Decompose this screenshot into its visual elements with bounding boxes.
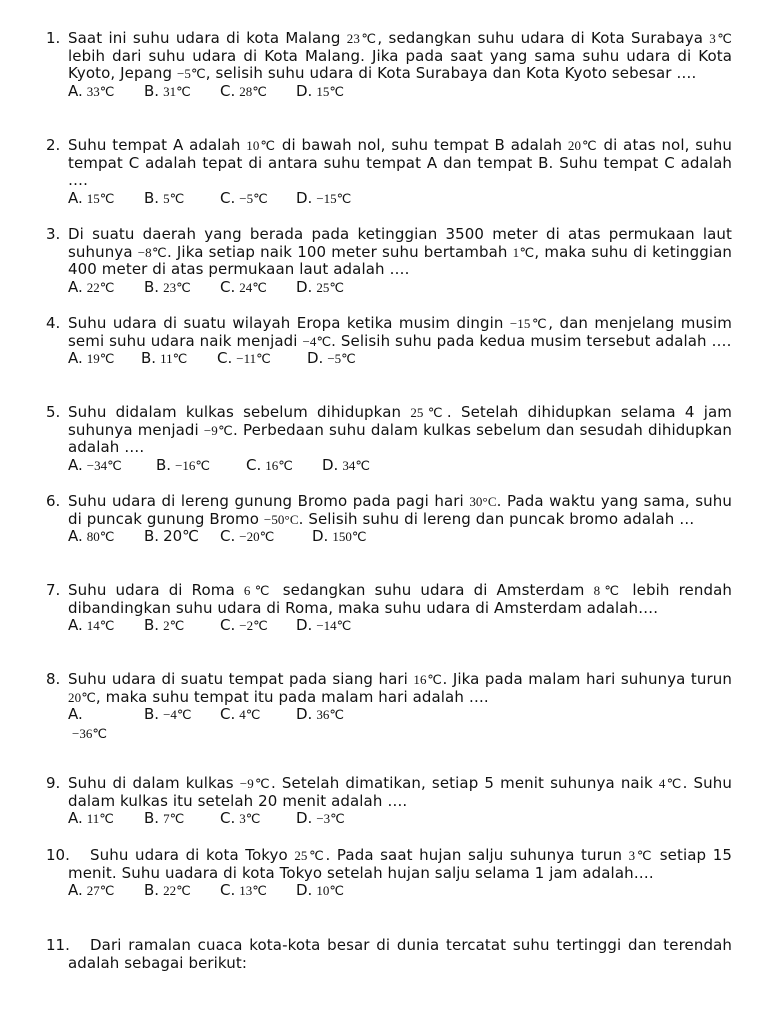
option-d	[312, 528, 388, 546]
option-value: 33℃	[86, 83, 115, 99]
option-label: A.	[68, 527, 83, 546]
option-value: −20℃	[239, 529, 275, 545]
option-value: −36℃	[72, 725, 107, 741]
option-label: C.	[220, 277, 236, 296]
option-value: 16℃	[265, 457, 293, 473]
temperature-value: 8℃	[593, 583, 624, 598]
option-value: 15℃	[316, 83, 344, 99]
question-stem	[68, 404, 732, 457]
answer-options	[68, 528, 732, 546]
question-stem	[68, 937, 732, 972]
answer-options	[68, 882, 732, 900]
option-label: D.	[296, 809, 313, 828]
question-stem	[68, 582, 732, 617]
question-stem	[68, 30, 732, 83]
temperature-value: −9℃	[203, 422, 234, 438]
option-value: 34℃	[342, 457, 370, 473]
temperature-value: 30°C	[469, 494, 497, 509]
option-label: C.	[220, 616, 236, 635]
option-label: B.	[144, 809, 160, 828]
option-value: 20℃	[163, 527, 199, 546]
temperature-value: 23℃	[346, 31, 378, 46]
stem-text: Saat ini suhu udara di kota Malang	[68, 29, 347, 47]
stem-text: . Pada waktu yang sama, suhu di puncak gunung Bromo	[68, 492, 732, 528]
option-label: D.	[322, 455, 339, 474]
stem-text: Suhu udara di suatu tempat pada siang hari	[68, 670, 414, 688]
option-label: C.	[220, 881, 236, 900]
option-label: A.	[68, 881, 83, 900]
option-a	[68, 457, 156, 475]
option-b	[144, 528, 220, 546]
stem-text: . Setelah dimatikan, setiap 5 menit suhunya naik	[270, 774, 659, 792]
temperature-value: 20℃	[68, 689, 96, 705]
stem-text: di atas nol, suhu tempat C adalah tepat di antara suhu tempat A dan tempat B. Suhu tempat C adalah ….	[68, 136, 732, 190]
option-b	[144, 882, 220, 900]
option-value: 22℃	[163, 883, 191, 899]
question-stem	[68, 137, 732, 190]
option-c	[220, 706, 296, 724]
option-a	[68, 706, 144, 724]
option-a	[68, 810, 144, 828]
stem-text: . Jika setiap naik 100 meter suhu bertambah	[166, 242, 513, 261]
stem-text: Suhu udara di Roma	[68, 581, 244, 599]
answer-options	[68, 457, 732, 475]
option-value: 19℃	[86, 351, 115, 367]
option-value: 150℃	[332, 529, 367, 545]
question-stem	[68, 315, 732, 350]
option-value: −4℃	[163, 707, 192, 723]
option-label: A.	[68, 277, 83, 296]
question-3	[46, 226, 732, 296]
option-d	[296, 190, 372, 208]
option-label: A.	[68, 188, 83, 207]
option-label: B.	[144, 188, 160, 207]
option-label: D.	[296, 277, 313, 296]
option-d	[296, 882, 372, 900]
temperature-value: 3℃	[628, 848, 654, 863]
temperature-value: −5℃	[176, 66, 206, 82]
option-a	[68, 882, 144, 900]
stem-text: . Perbedaan suhu dalam kulkas sebelum dan sesudah dihidupkan adalah ….	[68, 420, 733, 457]
stem-text: , sedangkan suhu udara di Kota Surabaya	[377, 29, 710, 47]
option-b	[141, 350, 217, 368]
option-value: 80℃	[86, 529, 115, 545]
option-value: 13℃	[239, 883, 267, 899]
option-c	[246, 457, 322, 475]
stem-text: , maka suhu di ketinggian 400 meter di atas permukaan laut adalah ….	[68, 242, 732, 279]
question-number: 3.	[46, 225, 61, 243]
stem-text: Di suatu daerah yang berada pada ketinggian 3500 meter di atas permukaan laut suhunya	[68, 225, 732, 261]
stem-text: . Suhu dalam kulkas itu setelah 20 menit adalah ….	[68, 774, 732, 810]
option-b	[144, 279, 220, 297]
stem-text: . Jika pada malam hari suhunya turun	[442, 670, 732, 688]
stem-text: . Selisih suhu pada kedua musim tersebut adalah ….	[331, 331, 732, 350]
option-b	[144, 190, 220, 208]
option-value: −5℃	[239, 190, 268, 206]
option-value: −15℃	[316, 190, 352, 206]
temperature-value: −50°C	[263, 511, 299, 527]
temperature-value: 20℃	[567, 138, 598, 153]
stem-text: Suhu udara di lereng gunung Bromo pada pagi hari	[68, 492, 470, 510]
option-label: C.	[220, 527, 236, 546]
option-value: 11℃	[160, 351, 188, 367]
option-value: 4℃	[239, 707, 261, 723]
question-number: 4.	[46, 314, 61, 332]
option-value: 36℃	[316, 707, 344, 723]
question-stem	[68, 847, 732, 882]
option-value: 23℃	[163, 279, 191, 295]
option-d	[307, 350, 383, 368]
option-label: C.	[220, 188, 236, 207]
option-d	[296, 279, 372, 297]
option-a	[68, 279, 144, 297]
option-value: 25℃	[316, 279, 344, 295]
option-label: B.	[144, 881, 160, 900]
question-7	[46, 582, 732, 635]
option-label: C.	[220, 81, 236, 100]
option-c	[220, 882, 296, 900]
option-value: −34℃	[86, 457, 122, 473]
option-label: A.	[68, 705, 83, 724]
option-a	[68, 190, 144, 208]
option-value: −16℃	[175, 457, 210, 473]
option-label: B.	[144, 705, 160, 724]
option-label: D.	[296, 705, 313, 724]
option-c	[220, 190, 296, 208]
option-value: 14℃	[86, 618, 115, 634]
option-label: B.	[144, 616, 160, 635]
stem-text: di bawah nol, suhu tempat B adalah	[276, 136, 568, 154]
stem-text: lebih dari suhu udara di Kota Malang. Jika pada saat yang sama suhu udara di Kota Kyoto, Jepang	[68, 46, 732, 83]
option-value: 24℃	[239, 279, 267, 295]
temperature-value: 1℃	[512, 244, 535, 260]
option-value: −2℃	[239, 618, 268, 634]
option-value: 7℃	[163, 811, 185, 827]
option-label: D.	[296, 188, 313, 207]
option-d	[296, 810, 372, 828]
stem-text: , selisih suhu udara di Kota Surabaya dan Kota Kyoto sebesar ….	[205, 64, 697, 83]
answer-options	[68, 350, 732, 368]
stem-text: sedangkan suhu udara di Amsterdam	[273, 581, 594, 599]
option-a	[68, 528, 144, 546]
option-label: D.	[307, 349, 324, 368]
option-value: 28℃	[239, 83, 267, 99]
temperature-value: 25℃	[410, 405, 447, 420]
temperature-value: 3℃	[709, 31, 732, 46]
option-label: A.	[68, 455, 83, 474]
option-d	[322, 457, 398, 475]
option-c	[220, 279, 296, 297]
option-value: −5℃	[327, 351, 356, 367]
option-label: B.	[141, 349, 157, 368]
option-b	[144, 706, 220, 724]
option-c	[220, 83, 296, 101]
stem-text: . Setelah dihidupkan selama 4 jam suhunya menjadi	[68, 403, 733, 439]
option-d	[296, 83, 372, 101]
answer-options	[68, 83, 732, 101]
question-number: 10.	[46, 846, 70, 864]
option-label: C.	[220, 809, 236, 828]
option-value: 3℃	[239, 811, 261, 827]
question-number: 6.	[46, 492, 61, 510]
temperature-value: 16℃	[413, 672, 443, 687]
option-label: D.	[296, 881, 313, 900]
stem-text: . Selisih suhu di lereng dan puncak bromo adalah …	[298, 509, 695, 528]
option-a	[68, 617, 144, 635]
question-6	[46, 493, 732, 546]
option-value: 22℃	[86, 279, 115, 295]
stem-text: Suhu udara di suatu wilayah Eropa ketika musim dingin	[68, 314, 510, 332]
option-b	[156, 457, 246, 475]
temperature-value: 4℃	[658, 776, 683, 791]
option-value: 11℃	[86, 811, 114, 827]
question-stem	[68, 493, 732, 528]
question-number: 1.	[46, 29, 61, 47]
option-value: 10℃	[316, 883, 344, 899]
question-number: 5.	[46, 403, 61, 421]
option-d	[296, 706, 372, 724]
question-4	[46, 315, 732, 368]
option-value: −3℃	[316, 811, 345, 827]
answer-options	[68, 706, 732, 724]
option-c	[220, 810, 296, 828]
option-label: B.	[144, 277, 160, 296]
option-label: A.	[68, 81, 83, 100]
option-value: 27℃	[86, 883, 115, 899]
option-label: D.	[296, 616, 313, 635]
answer-options	[68, 190, 732, 208]
option-a	[68, 83, 144, 101]
option-label: C.	[246, 455, 262, 474]
option-label: A.	[68, 349, 83, 368]
option-value: 31℃	[163, 83, 191, 99]
option-c	[217, 350, 307, 368]
temperature-value: 10℃	[246, 138, 277, 153]
stem-text: , dan menjelang musim semi suhu udara naik menjadi	[68, 314, 732, 350]
option-label: A.	[68, 616, 83, 635]
question-stem	[68, 671, 732, 706]
question-9	[46, 775, 732, 828]
option-label: C.	[217, 349, 233, 368]
answer-options	[68, 617, 732, 635]
question-11	[46, 937, 732, 972]
stem-text: , maka suhu tempat itu pada malam hari adalah ….	[95, 687, 489, 706]
option-value: 2℃	[163, 618, 185, 634]
stem-text: Suhu didalam kulkas sebelum dihidupkan	[68, 403, 411, 421]
option-label: B.	[144, 527, 160, 546]
option-d	[296, 617, 372, 635]
stem-text: Dari ramalan cuaca kota-kota besar di dunia tercatat suhu tertinggi dan terendah adalah sebagai berikut:	[68, 936, 732, 972]
stem-text: Suhu di dalam kulkas	[68, 774, 240, 792]
stem-text: setiap 15 menit. Suhu uadara di kota Tokyo setelah hujan salju selama 1 jam adalah….	[68, 846, 732, 882]
option-value: −11℃	[236, 351, 271, 367]
temperature-value: −8℃	[137, 244, 167, 260]
option-value: 5℃	[163, 190, 185, 206]
option-label: D.	[312, 527, 329, 546]
option-value: −14℃	[316, 618, 352, 634]
temperature-value: 6℃	[243, 583, 274, 598]
option-label: C.	[220, 705, 236, 724]
temperature-value: 25℃	[294, 848, 326, 863]
question-number: 2.	[46, 136, 61, 154]
question-5	[46, 404, 732, 474]
answer-options	[68, 810, 732, 828]
stem-text: lebih rendah dibandingkan suhu udara di Roma, maka suhu udara di Amsterdam adalah….	[68, 581, 732, 617]
option-a	[68, 350, 141, 368]
option-c	[220, 617, 296, 635]
option-b	[144, 810, 220, 828]
temperature-value: −15℃	[509, 316, 549, 331]
option-value: 15℃	[86, 190, 115, 206]
question-8	[46, 670, 732, 741]
temperature-value: −4℃	[302, 333, 332, 349]
stem-text: . Pada saat hujan salju suhunya turun	[325, 846, 629, 864]
question-10	[46, 847, 732, 900]
answer-options	[68, 279, 732, 297]
question-1	[46, 30, 732, 100]
option-b	[144, 617, 220, 635]
option-label: B.	[156, 455, 172, 474]
option-label: B.	[144, 81, 160, 100]
stem-text: Suhu udara di kota Tokyo	[90, 846, 295, 864]
stem-text: Suhu tempat A adalah	[68, 136, 247, 154]
option-c	[220, 528, 312, 546]
question-number: 7.	[46, 581, 61, 599]
temperature-value: −9℃	[239, 776, 271, 791]
option-label: D.	[296, 81, 313, 100]
question-number: 9.	[46, 774, 61, 792]
question-2	[46, 137, 732, 207]
option-label: A.	[68, 809, 83, 828]
question-stem	[68, 775, 732, 810]
question-number: 8.	[46, 670, 61, 688]
question-stem	[68, 226, 732, 279]
question-number: 11.	[46, 936, 70, 954]
option-b	[144, 83, 220, 101]
